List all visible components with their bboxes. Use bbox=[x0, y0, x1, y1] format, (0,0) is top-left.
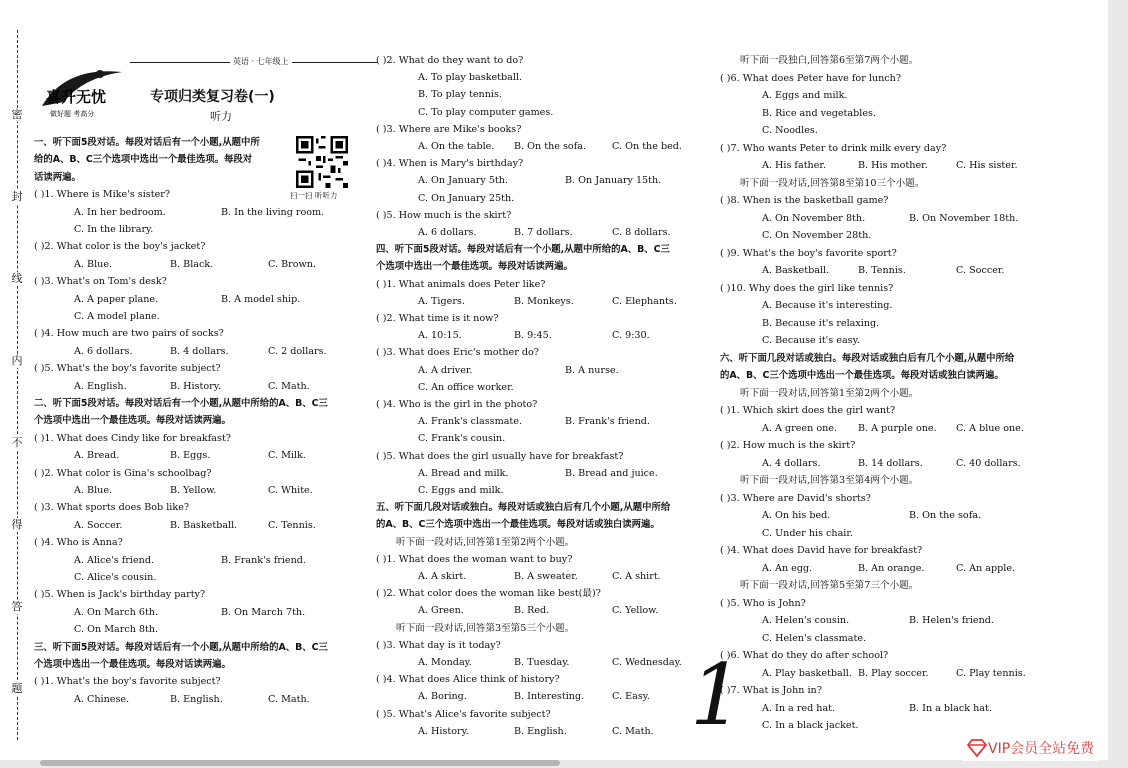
vip-watermark bbox=[962, 735, 1098, 761]
answer-option: C. On January 25th. bbox=[418, 192, 515, 204]
answer-option: C. Math. bbox=[612, 725, 654, 737]
answer-option: C. Under his chair. bbox=[762, 527, 853, 539]
question-line: ( )4. What does Alice think of history? bbox=[376, 674, 560, 686]
binding-char: 线 bbox=[9, 272, 25, 286]
answer-option: A. A driver. bbox=[418, 364, 473, 376]
answer-option: A. Play basketball. bbox=[762, 667, 852, 679]
answer-option: B. Tennis. bbox=[858, 265, 906, 276]
answer-option: C. 40 dollars. bbox=[956, 457, 1021, 469]
answer-option: C. 9:30. bbox=[612, 330, 650, 342]
question-line: ( )5. How much is the skirt? bbox=[376, 209, 512, 221]
binding-dashed-line bbox=[17, 30, 18, 740]
question-line: ( )6. What do they do after school? bbox=[720, 650, 889, 661]
answer-option: A. In her bedroom. bbox=[74, 206, 166, 218]
answer-option: C. Math. bbox=[268, 693, 310, 705]
answer-option: C. White. bbox=[268, 485, 313, 496]
question-line: ( )4. Who is the girl in the photo? bbox=[376, 399, 538, 410]
answer-option: A. 10:15. bbox=[418, 330, 462, 342]
answer-option: A. Boring. bbox=[418, 691, 467, 703]
brand-logo-icon bbox=[36, 62, 128, 120]
answer-option: B. History. bbox=[170, 380, 221, 392]
answer-option: A. Green. bbox=[418, 605, 464, 617]
section-heading: 二、听下面5段对话。每段对话后有一个小题,从题中所给的A、B、C三 bbox=[34, 398, 328, 409]
binding-char: 答 bbox=[9, 600, 25, 614]
question-line: ( )8. When is the basketball game? bbox=[720, 195, 889, 206]
question-line: ( )2. What color is the boy's jacket? bbox=[34, 241, 206, 253]
answer-option: B. Frank's friend. bbox=[221, 554, 306, 566]
instruction-line: 听下面一段对话,回答第3至第4两个小题。 bbox=[740, 475, 919, 486]
answer-option: B. 7 dollars. bbox=[514, 227, 573, 238]
answer-option: A. Blue. bbox=[74, 258, 113, 270]
answer-option: C. Frank's cousin. bbox=[418, 433, 506, 445]
answer-option: C. Milk. bbox=[268, 450, 306, 462]
answer-option: C. Tennis. bbox=[268, 519, 316, 531]
instruction-line: 听下面一段对话,回答第1至第2两个小题。 bbox=[740, 387, 919, 399]
answer-option: A. Basketball. bbox=[762, 265, 830, 276]
question-line: ( )6. What does Peter have for lunch? bbox=[720, 72, 901, 84]
section-heading: 话读两遍。 bbox=[34, 171, 81, 183]
answer-option: A. English. bbox=[74, 380, 127, 392]
binding-char: 得 bbox=[9, 518, 25, 532]
page-subtitle: 听力 bbox=[210, 110, 232, 123]
question-line: ( )5. When is Jack's birthday party? bbox=[34, 589, 206, 601]
answer-option: A. Chinese. bbox=[74, 693, 130, 705]
answer-option: C. 2 dollars. bbox=[268, 345, 327, 357]
instruction-line: 听下面一段对话,回答第5至第7三个小题。 bbox=[740, 580, 919, 591]
answer-option: C. Because it's easy. bbox=[762, 335, 860, 346]
answer-option: B. English. bbox=[514, 725, 567, 737]
binding-char: 不 bbox=[9, 436, 25, 450]
answer-option: A. To play basketball. bbox=[418, 72, 523, 84]
section-heading: 的A、B、C三个选项中选出一个最佳选项。每段对话或独白读两遍。 bbox=[376, 519, 660, 531]
answer-option: C. On March 8th. bbox=[74, 624, 159, 636]
answer-option: C. On the bed. bbox=[612, 141, 682, 152]
answer-option: C. His sister. bbox=[956, 160, 1018, 171]
answer-option: B. On the sofa. bbox=[909, 510, 982, 521]
binding-margin bbox=[0, 0, 32, 760]
answer-option: B. 9:45. bbox=[514, 330, 552, 342]
question-line: ( )5. What does the girl usually have for breakfast? bbox=[376, 450, 624, 462]
question-line: ( )5. What's Alice's favorite subject? bbox=[376, 708, 551, 720]
question-line: ( )9. What's the boy's favorite sport? bbox=[720, 247, 897, 259]
question-line: ( )7. Who wants Peter to drink milk every day? bbox=[720, 142, 947, 154]
exam-header bbox=[30, 52, 350, 132]
answer-option: C. Elephants. bbox=[612, 295, 677, 307]
answer-option: B. Red. bbox=[514, 605, 550, 617]
answer-option: C. Alice's cousin. bbox=[74, 572, 157, 583]
question-line: ( )3. Where are David's shorts? bbox=[720, 492, 871, 504]
answer-option: A. 4 dollars. bbox=[762, 457, 821, 469]
answer-option: A. On March 6th. bbox=[74, 606, 159, 618]
question-line: ( )2. What color is Gina's schoolbag? bbox=[34, 467, 212, 479]
answer-option: B. 14 dollars. bbox=[858, 457, 923, 469]
question-line: ( )10. Why does the girl like tennis? bbox=[720, 282, 894, 294]
answer-option: B. A purple one. bbox=[858, 422, 937, 434]
answer-option: B. Bread and juice. bbox=[565, 467, 658, 479]
question-line: ( )3. What does Eric's mother do? bbox=[376, 347, 539, 359]
answer-option: C. Yellow. bbox=[612, 605, 659, 617]
answer-option: A. Blue. bbox=[74, 485, 113, 496]
question-line: ( )3. Where are Mike's books? bbox=[376, 123, 522, 135]
answer-option: B. Yellow. bbox=[170, 485, 217, 496]
answer-option: A. Frank's classmate. bbox=[418, 416, 522, 428]
answer-option: A. Helen's cousin. bbox=[762, 615, 850, 626]
question-line: ( )5. Who is John? bbox=[720, 597, 806, 609]
question-line: ( )3. What sports does Bob like? bbox=[34, 502, 190, 514]
answer-option: A. A green one. bbox=[762, 422, 837, 434]
instruction-line: 听下面一段对话,回答第3至第5三个小题。 bbox=[396, 622, 575, 634]
answer-option: B. A model ship. bbox=[221, 293, 301, 305]
instruction-line: 听下面一段独白,回答第6至第7两个小题。 bbox=[740, 55, 919, 66]
answer-option: C. 8 dollars. bbox=[612, 227, 671, 238]
answer-option: C. A model plane. bbox=[74, 311, 160, 322]
vip-watermark-text: VIP会员全站免费 bbox=[988, 741, 1095, 757]
answer-option: A. Tigers. bbox=[418, 295, 465, 307]
answer-option: C. Math. bbox=[268, 380, 310, 392]
answer-option: A. Bread. bbox=[74, 450, 120, 462]
answer-option: A. On January 5th. bbox=[418, 175, 509, 187]
answer-option: C. In the library. bbox=[74, 224, 154, 235]
qr-code-icon bbox=[296, 136, 348, 188]
binding-char: 密 bbox=[9, 108, 25, 122]
answer-option: B. On November 18th. bbox=[909, 212, 1019, 224]
answer-option: C. Wednesday. bbox=[612, 657, 682, 668]
answer-option: C. To play computer games. bbox=[418, 106, 554, 118]
answer-option: B. On January 15th. bbox=[565, 175, 662, 187]
question-line: ( )4. When is Mary's birthday? bbox=[376, 158, 524, 170]
question-line: ( )1. What does the woman want to buy? bbox=[376, 553, 573, 565]
binding-char: 内 bbox=[9, 354, 25, 368]
viewer-right-edge bbox=[1108, 0, 1128, 768]
answer-option: B. To play tennis. bbox=[418, 89, 502, 101]
answer-option: C. Soccer. bbox=[956, 265, 1005, 276]
answer-option: A. 6 dollars. bbox=[418, 227, 477, 238]
answer-option: C. An office worker. bbox=[418, 381, 514, 393]
question-line: ( )2. What do they want to do? bbox=[376, 55, 524, 66]
instruction-line: 听下面一段对话,回答第1至第2两个小题。 bbox=[396, 536, 575, 548]
answer-option: A. Because it's interesting. bbox=[762, 300, 893, 311]
answer-option: C. Noodles. bbox=[762, 125, 818, 136]
answer-option: A. On the table. bbox=[418, 141, 495, 152]
instruction-line: 听下面一段对话,回答第8至第10三个小题。 bbox=[740, 177, 925, 189]
section-heading: 一、听下面5段对话。每段对话后有一个小题,从题中所 bbox=[34, 137, 260, 148]
answer-option: B. Helen's friend. bbox=[909, 615, 994, 626]
answer-option: B. Basketball. bbox=[170, 519, 238, 531]
diamond-icon bbox=[966, 739, 988, 757]
answer-option: B. Monkeys. bbox=[514, 295, 574, 307]
answer-option: A. On November 8th. bbox=[762, 212, 866, 224]
answer-option: B. A nurse. bbox=[565, 364, 619, 376]
logo-sub-text: 做好题 考高分 bbox=[50, 110, 95, 118]
binding-char: 题 bbox=[9, 682, 25, 696]
answer-option: A. On his bed. bbox=[762, 510, 831, 521]
answer-option: C. Eggs and milk. bbox=[418, 485, 504, 496]
answer-option: C. Easy. bbox=[612, 691, 650, 703]
section-heading: 个选项中选出一个最佳选项。每段对话读两遍。 bbox=[376, 261, 573, 273]
section-heading: 三、听下面5段对话。每段对话后有一个小题,从题中所给的A、B、C三 bbox=[34, 641, 328, 653]
answer-option: B. Rice and vegetables. bbox=[762, 107, 876, 119]
answer-option: B. A sweater. bbox=[514, 571, 578, 582]
section-heading: 五、听下面几段对话或独白。每段对话或独白后有几个小题,从题中所给 bbox=[376, 502, 671, 514]
answer-option: A. Eggs and milk. bbox=[762, 90, 848, 101]
answer-option: B. 4 dollars. bbox=[170, 345, 229, 357]
question-line: ( )2. How much is the skirt? bbox=[720, 440, 856, 451]
answer-option: A. Soccer. bbox=[74, 519, 123, 531]
section-heading: 六、听下面几段对话或独白。每段对话或独白后有几个小题,从题中所给 bbox=[720, 352, 1015, 364]
question-line: ( )4. Who is Anna? bbox=[34, 537, 123, 549]
answer-option: B. Frank's friend. bbox=[565, 416, 650, 428]
answer-option: B. Because it's relaxing. bbox=[762, 317, 880, 329]
answer-option: A. A skirt. bbox=[418, 571, 467, 582]
answer-option: B. An orange. bbox=[858, 562, 925, 574]
section-heading: 的A、B、C三个选项中选出一个最佳选项。每段对话或独白读两遍。 bbox=[720, 370, 1004, 381]
question-line: ( )2. What color does the woman like best(最)? bbox=[376, 588, 601, 600]
answer-option: B. Tuesday. bbox=[514, 657, 570, 668]
answer-option: C. Brown. bbox=[268, 258, 316, 270]
section-heading: 四、听下面5段对话。每段对话后有一个小题,从题中所给的A、B、C三 bbox=[376, 244, 670, 256]
answer-option: A. Alice's friend. bbox=[74, 554, 155, 566]
answer-option: A. An egg. bbox=[762, 562, 813, 574]
answer-option: A. A paper plane. bbox=[74, 293, 159, 305]
answer-option: B. In a black hat. bbox=[909, 702, 992, 714]
answer-option: A. Bread and milk. bbox=[418, 467, 509, 479]
answer-option: A. 6 dollars. bbox=[74, 345, 133, 357]
logo-main-text: 喜升无忧 bbox=[46, 88, 107, 106]
question-line: ( )1. What animals does Peter like? bbox=[376, 278, 546, 290]
answer-option: B. Play soccer. bbox=[858, 667, 929, 679]
question-line: ( )4. How much are two pairs of socks? bbox=[34, 328, 224, 340]
question-line: ( )1. Which skirt does the girl want? bbox=[720, 405, 896, 416]
section-heading: 个选项中选出一个最佳选项。每段对话读两遍。 bbox=[34, 415, 231, 427]
answer-option: A. History. bbox=[418, 725, 469, 737]
question-line: ( )1. What's the boy's favorite subject? bbox=[34, 676, 221, 688]
horizontal-scrollbar[interactable] bbox=[40, 760, 560, 766]
answer-option: B. English. bbox=[170, 693, 223, 705]
answer-option: A. Monday. bbox=[418, 657, 472, 668]
answer-option: B. On the sofa. bbox=[514, 141, 587, 152]
section-heading: 给的A、B、C三个选项中选出一个最佳选项。每段对 bbox=[34, 154, 253, 166]
section-heading: 个选项中选出一个最佳选项。每段对话读两遍。 bbox=[34, 659, 231, 670]
answer-option: C. An apple. bbox=[956, 562, 1016, 574]
question-line: ( )2. What time is it now? bbox=[376, 313, 499, 324]
page-title: 专项归类复习卷(一) bbox=[150, 89, 275, 105]
answer-option: C. A blue one. bbox=[956, 422, 1024, 434]
answer-option: C. Play tennis. bbox=[956, 667, 1026, 679]
answer-option: B. In the living room. bbox=[221, 206, 325, 218]
answer-option: B. On March 7th. bbox=[221, 606, 306, 618]
answer-option: B. Black. bbox=[170, 258, 214, 270]
question-line: ( )1. What does Cindy like for breakfast? bbox=[34, 432, 231, 444]
answer-option: B. His mother. bbox=[858, 160, 928, 171]
answer-option: B. Eggs. bbox=[170, 450, 211, 462]
answer-option: C. Helen's classmate. bbox=[762, 632, 867, 644]
question-line: ( )5. What's the boy's favorite subject? bbox=[34, 363, 221, 375]
answer-option: B. Interesting. bbox=[514, 691, 585, 703]
answer-option: C. A shirt. bbox=[612, 571, 661, 582]
question-line: ( )4. What does David have for breakfast? bbox=[720, 545, 923, 556]
page-number: 1 bbox=[690, 646, 744, 744]
binding-char: 封 bbox=[9, 190, 25, 204]
answer-option: A. In a red hat. bbox=[762, 702, 836, 714]
question-line: ( )7. What is John in? bbox=[720, 685, 822, 696]
question-line: ( )3. What's on Tom's desk? bbox=[34, 276, 167, 288]
answer-option: C. In a black jacket. bbox=[762, 720, 859, 731]
question-line: ( )3. What day is it today? bbox=[376, 639, 501, 651]
answer-option: A. His father. bbox=[762, 160, 826, 171]
answer-option: C. On November 28th. bbox=[762, 230, 872, 241]
question-line: ( )1. Where is Mike's sister? bbox=[34, 189, 170, 201]
qr-caption: 扫一扫 听听力 bbox=[290, 191, 338, 200]
subject-label: 英语 · 七年级上 bbox=[230, 56, 292, 67]
